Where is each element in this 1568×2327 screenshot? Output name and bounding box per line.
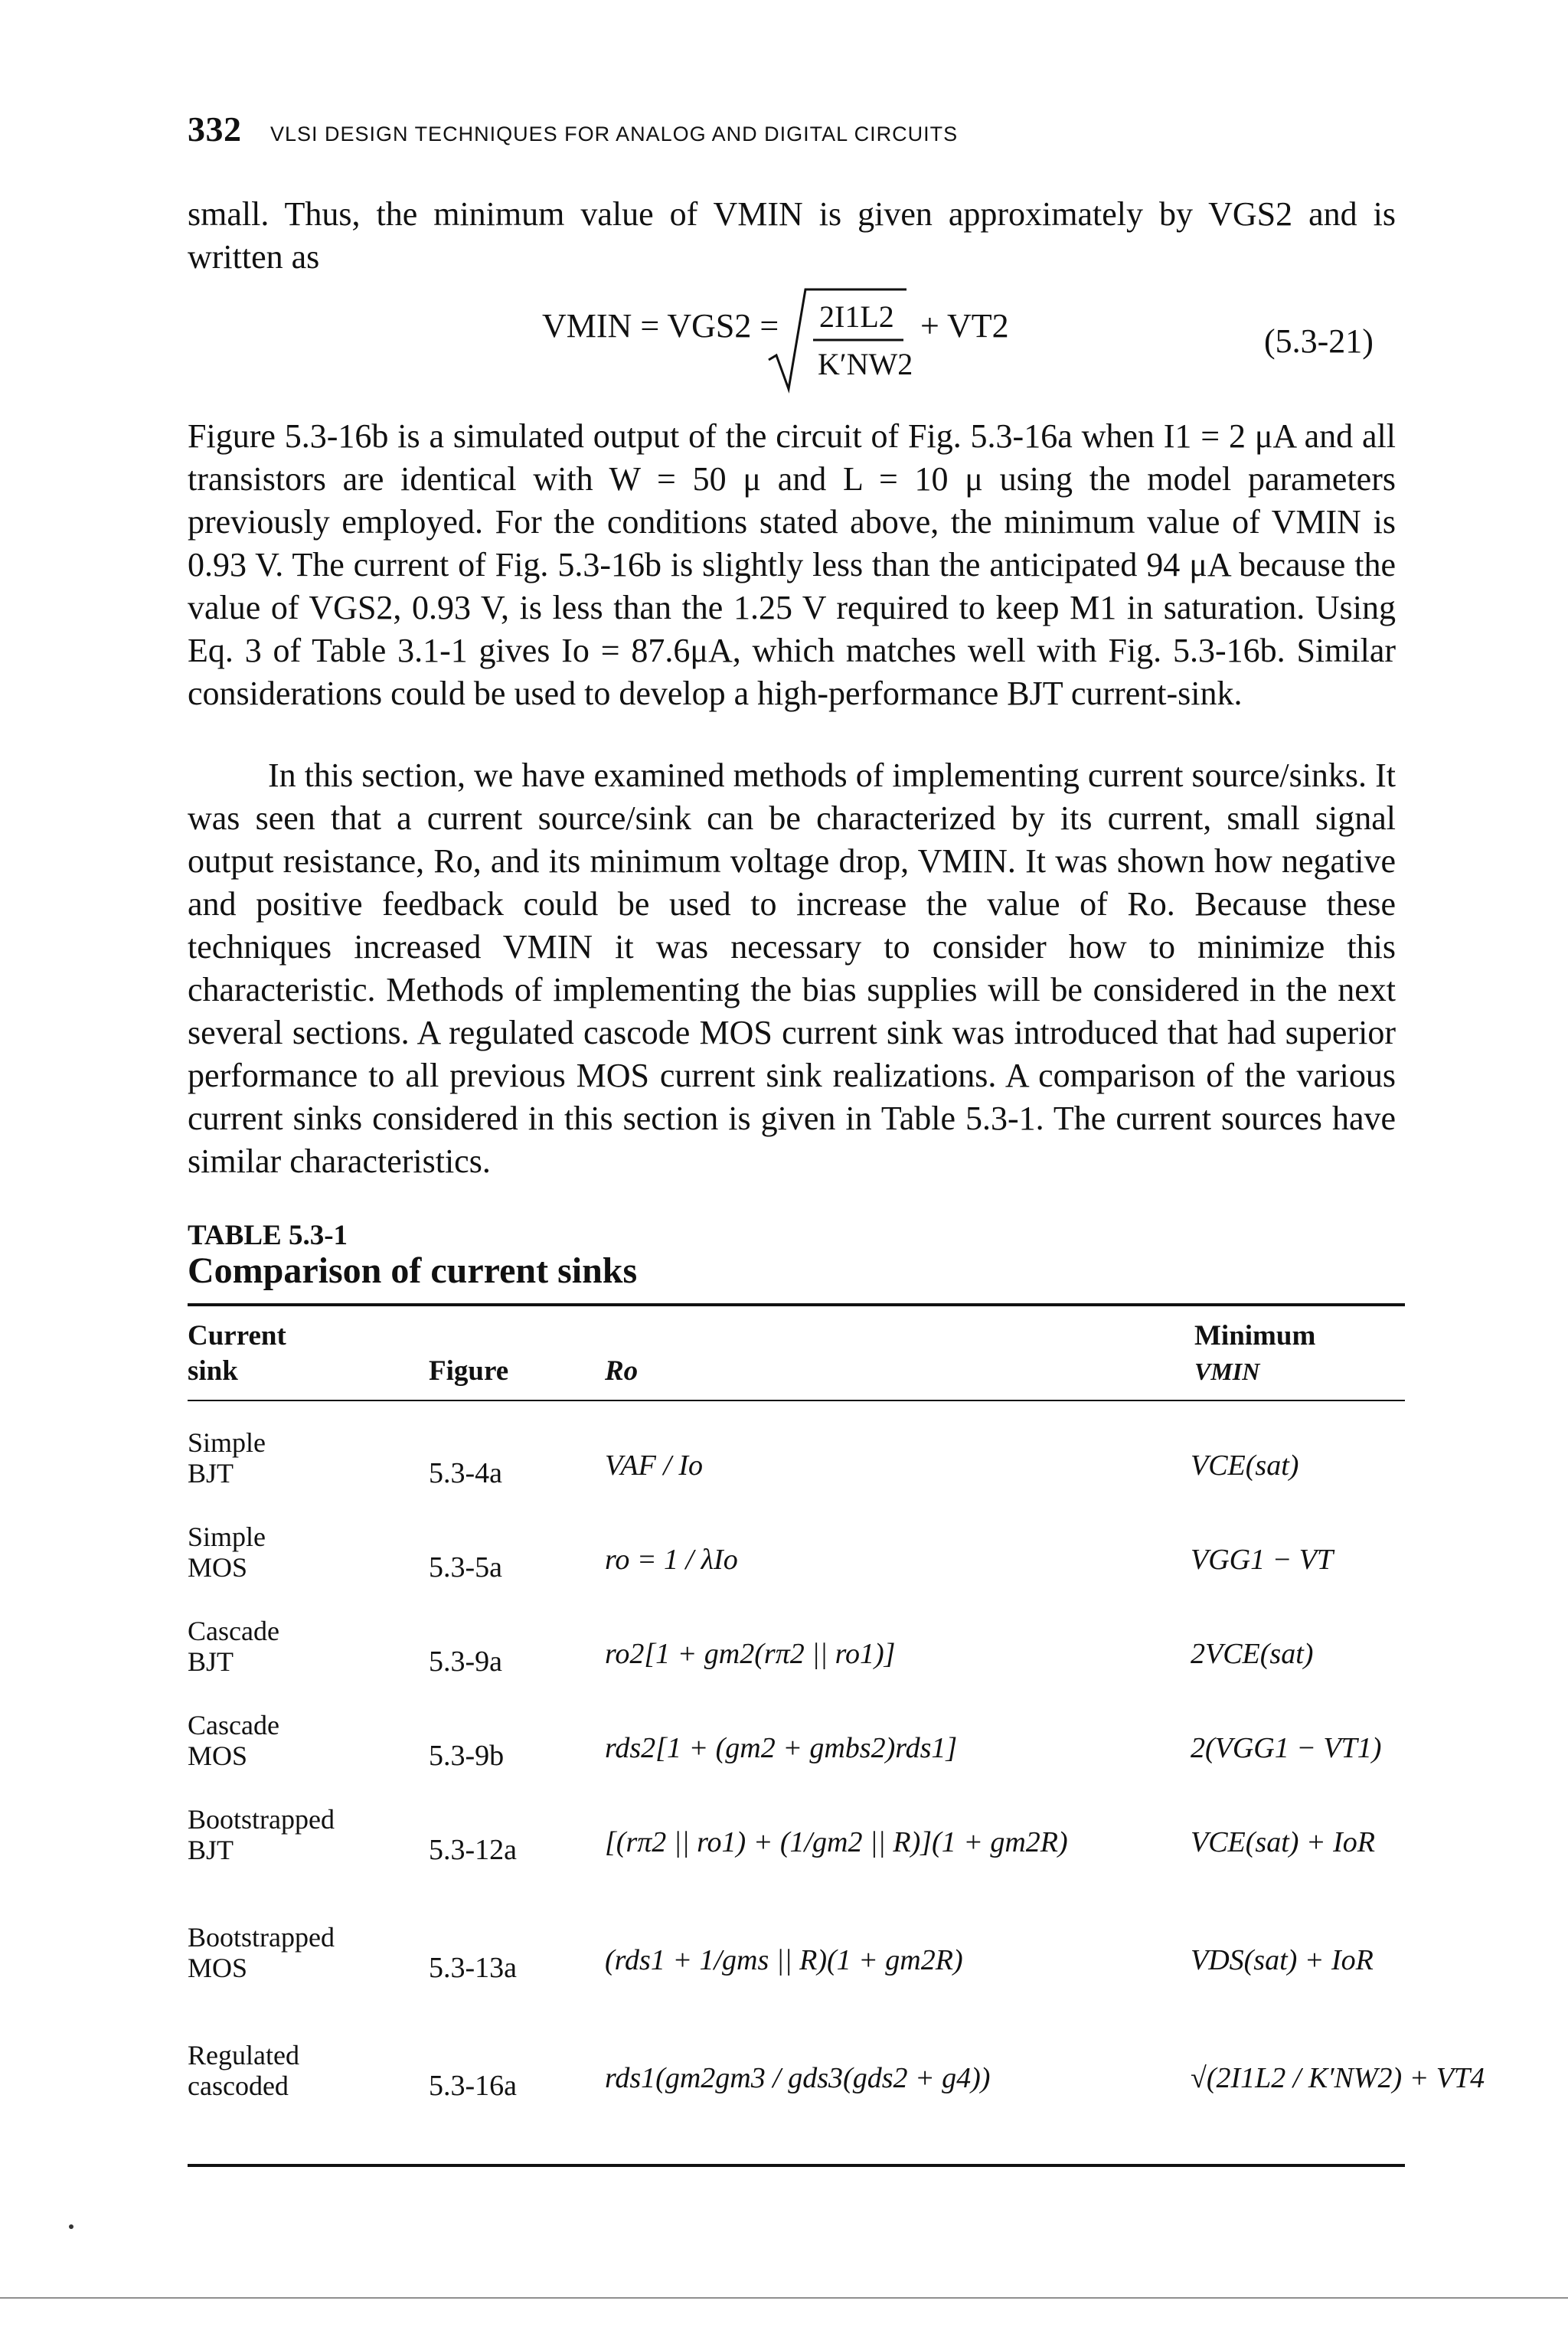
- table-cell-sink-line1: Regulated: [188, 2040, 299, 2070]
- table-cell-ro: (rds1 + 1/gms || R)(1 + gm2R): [605, 1944, 963, 1976]
- table-cell-sink-line1: Cascade: [188, 1616, 279, 1646]
- table-cell-ro: ro2[1 + gm2(rπ2 || ro1)]: [605, 1638, 896, 1670]
- header-figure: Figure: [429, 1355, 509, 1387]
- table-cell-figure: 5.3-12a: [429, 1834, 518, 1866]
- table-cell-vmin: 2(VGG1 − VT1): [1191, 1732, 1382, 1764]
- table-cell-sink-line1: Bootstrapped: [188, 1922, 335, 1953]
- table-cell-sink-line2: BJT: [188, 1458, 234, 1489]
- table-cell-vmin: VGG1 − VT: [1191, 1544, 1334, 1576]
- table-cell-figure: 5.3-13a: [429, 1952, 518, 1984]
- paragraph-2: Figure 5.3-16b is a simulated output of the circuit of Fig. 5.3-16a when I1 = 2 μA and all transistors are identical with W = 50 μ and L = 10 μ using the model parameters previously employed. For the conditions stated above, the minimum value of VMIN is 0.93 V. The current of Fig. 5.3-16b is slightly less than the anticipated 94 μA because the value of VGS2, 0.93 V, is less than the 1.25 V required to keep M1 in saturation. Using Eq. 3 of Table 3.1-1 gives Io = 87.6μA, which matches well with Fig. 5.3-16b. Similar considerations could be used to develop a high-performance BJT current-sink.: [188, 417, 1396, 712]
- equation-radicand-numerator: 2I1L2: [819, 299, 894, 334]
- table-cell-sink-line1: Simple: [188, 1521, 266, 1552]
- table-cell-vmin: √(2I1L2 / K′NW2) + VT4: [1191, 2062, 1485, 2094]
- equation-number: (5.3-21): [1264, 322, 1374, 360]
- table-cell-sink-line1: Simple: [188, 1427, 266, 1458]
- table-cell-ro: [(rπ2 || ro1) + (1/gm2 || R)](1 + gm2R): [605, 1826, 1068, 1858]
- header-minimum-vmin: Minimum VMIN: [1194, 1320, 1316, 1385]
- scan-dot: [69, 2224, 74, 2229]
- header-ro: Ro: [605, 1355, 639, 1387]
- table-cell-figure: 5.3-5a: [429, 1551, 503, 1583]
- paragraph-1: small. Thus, the minimum value of VMIN is given approximately by VGS2 and is written as: [188, 195, 1396, 276]
- table-cell-sink-line1: Cascade: [188, 1710, 279, 1740]
- table-cell-ro: rds1(gm2gm3 / gds3(gds2 + g4)): [605, 2062, 991, 2094]
- table-top-rule: [188, 1303, 1405, 1306]
- table-cell-sink-line1: Bootstrapped: [188, 1804, 335, 1835]
- table-cell-vmin: VDS(sat) + IoR: [1191, 1944, 1374, 1976]
- table-cell-ro: rds2[1 + (gm2 + gmbs2)rds1]: [605, 1732, 958, 1764]
- equation-lhs: VMIN = VGS2 =: [542, 307, 779, 345]
- equation-rhs: + VT2: [920, 307, 1009, 345]
- table-cell-sink-line2: BJT: [188, 1646, 234, 1677]
- header-current-sink: Current sink: [188, 1320, 286, 1387]
- table-caption: Comparison of current sinks: [188, 1250, 638, 1291]
- table-cell-figure: 5.3-9b: [429, 1740, 505, 1772]
- table-label: TABLE 5.3-1: [188, 1220, 348, 1251]
- table-bottom-rule: [188, 2164, 1405, 2167]
- page-number: 332: [188, 109, 242, 149]
- equation-5-3-21: [0, 282, 1568, 397]
- running-title: VLSI DESIGN TECHNIQUES FOR ANALOG AND DIGITAL CIRCUITS: [270, 123, 959, 145]
- equation-radicand-denominator: K′NW2: [818, 347, 913, 381]
- table-cell-vmin: 2VCE(sat): [1191, 1638, 1314, 1670]
- table-cell-ro: ro = 1 / λIo: [605, 1544, 738, 1576]
- table-cell-sink-line2: MOS: [188, 1552, 248, 1583]
- table-header-rule: [188, 1400, 1405, 1401]
- table-cell-sink-line2: cascoded: [188, 2070, 289, 2101]
- table-cell-vmin: VCE(sat) + IoR: [1191, 1826, 1375, 1858]
- table-cell-sink-line2: BJT: [188, 1835, 234, 1865]
- table-cell-vmin: VCE(sat): [1191, 1449, 1299, 1482]
- running-header: [188, 109, 958, 149]
- paragraph-3: In this section, we have examined methods of implementing current source/sinks. It was seen that a current source/sink can be characterized by its current, small signal output resistance, Ro, and its minimum voltage drop, VMIN. It was shown how negative and positive feedback could be used to increase the value of Ro. Because these techniques increased VMIN it was necessary to consider how to minimize this characteristic. Methods of implementing the bias supplies will be considered in the next several sections. A regulated cascode MOS current sink was introduced that had superior performance to all previous MOS current sink realizations. A comparison of the various current sinks considered in this section is given in Table 5.3-1. The current sources have similar characteristics.: [188, 757, 1396, 1180]
- page-bottom-line: [0, 2297, 1568, 2299]
- table-cell-sink-line2: MOS: [188, 1740, 248, 1771]
- table-cell-ro: VAF / Io: [605, 1449, 704, 1482]
- table-cell-figure: 5.3-4a: [429, 1457, 503, 1489]
- table-cell-figure: 5.3-16a: [429, 2070, 518, 2102]
- table-cell-sink-line2: MOS: [188, 1953, 248, 1983]
- table-cell-figure: 5.3-9a: [429, 1646, 503, 1678]
